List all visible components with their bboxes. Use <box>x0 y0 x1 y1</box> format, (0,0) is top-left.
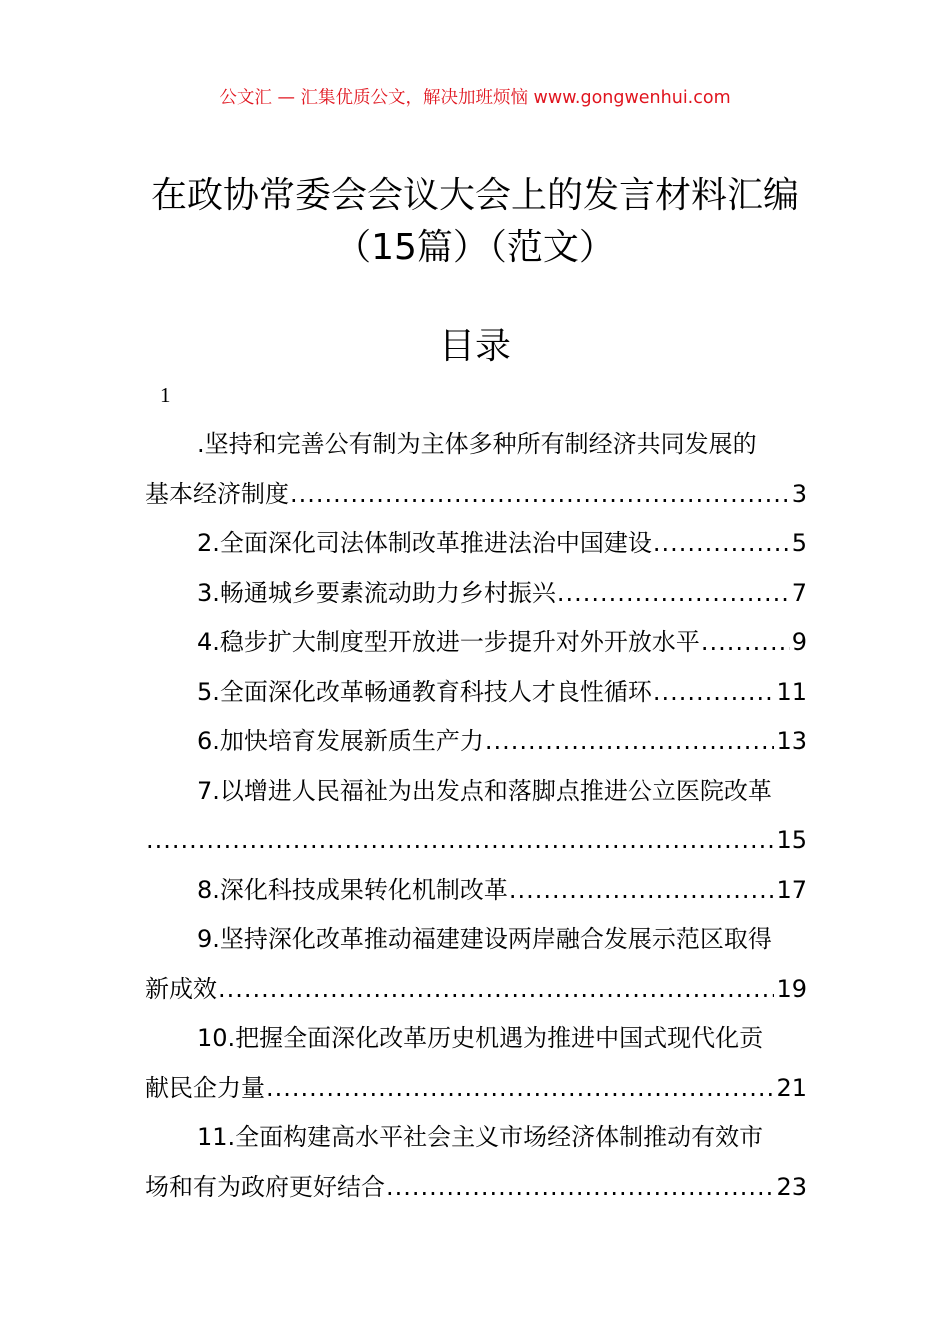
toc-heading: 目录 <box>438 326 511 367</box>
toc-page-number: 13 <box>776 727 807 755</box>
toc-entry-9-line1[interactable]: 9.坚持深化改革推动福建建设两岸融合发展示范区取得 <box>197 925 772 953</box>
toc-page-number: 5 <box>791 529 807 557</box>
toc-page-number: 15 <box>776 826 807 854</box>
toc-entry-10-line1[interactable]: 10.把握全面深化改革历史机遇为推进中国式现代化贡 <box>197 1024 764 1052</box>
document-title <box>0 170 950 274</box>
toc-entry-7-line1[interactable]: 7.以增进人民福祉为出发点和落脚点推进公立医院改革 <box>197 776 772 805</box>
dot-leader <box>485 717 775 767</box>
toc-entry-2[interactable]: 2.全面深化司法体制改革推进法治中国建设 ..... 5 <box>145 519 807 569</box>
toc-page-number: 3 <box>791 479 807 508</box>
toc-stray-number: 1 <box>160 383 171 407</box>
toc-entry-4[interactable]: 4.稳步扩大制度型开放进一步提升对外开放水平 ..... 9 <box>145 618 807 668</box>
toc-entry-11-line1[interactable]: 11.全面构建高水平社会主义市场经济体制推动有效市 <box>197 1123 764 1151</box>
dot-leader <box>653 519 790 569</box>
toc-entry-8[interactable]: 8.深化科技成果转化机制改革 ..... 17 <box>145 866 807 916</box>
toc-page-number: 21 <box>776 1073 807 1102</box>
toc-entry-10-line2[interactable]: 献民企力量 ..... 21 <box>145 1064 807 1114</box>
dot-leader <box>146 816 774 866</box>
title-line-2: （15篇）（范文） <box>335 227 615 268</box>
dot-leader <box>701 618 790 668</box>
dot-leader <box>266 1064 774 1114</box>
title-line-1: 在政协常委会会议大会上的发言材料汇编 <box>150 175 799 216</box>
toc-entry-1-line2[interactable]: 基本经济制度 ..... 3 <box>145 470 807 520</box>
toc-entry-5[interactable]: 5.全面深化改革畅通教育科技人才良性循环 ..... 11 <box>145 668 807 718</box>
toc-page-number: 19 <box>776 974 807 1003</box>
table-of-contents <box>145 420 807 1212</box>
toc-entry-6[interactable]: 6.加快培育发展新质生产力 ..... 13 <box>145 717 807 767</box>
dot-leader <box>386 1163 774 1213</box>
toc-entry-11-line2[interactable]: 场和有为政府更好结合 ..... 23 <box>145 1163 807 1213</box>
dot-leader <box>290 470 790 520</box>
toc-page-number: 23 <box>776 1172 807 1201</box>
toc-page-number: 7 <box>791 578 807 607</box>
toc-entry-1-line1[interactable]: .坚持和完善公有制为主体多种所有制经济共同发展的 <box>197 430 757 458</box>
toc-entry-3[interactable]: 3.畅通城乡要素流动助力乡村振兴 ..... 7 <box>145 569 807 619</box>
dot-leader <box>218 965 774 1015</box>
dot-leader <box>557 569 790 619</box>
toc-entry-7-line2[interactable] <box>145 816 807 866</box>
toc-page-number: 9 <box>791 628 807 656</box>
dot-leader <box>509 866 775 916</box>
toc-entry-9-line2[interactable]: 新成效 ..... 19 <box>145 965 807 1015</box>
header-banner: 公文汇 — 汇集优质公文，解决加班烦恼 www.gongwenhui.com <box>219 88 731 108</box>
toc-page-number: 17 <box>776 875 807 904</box>
toc-page-number: 11 <box>776 677 807 706</box>
dot-leader <box>653 668 775 718</box>
